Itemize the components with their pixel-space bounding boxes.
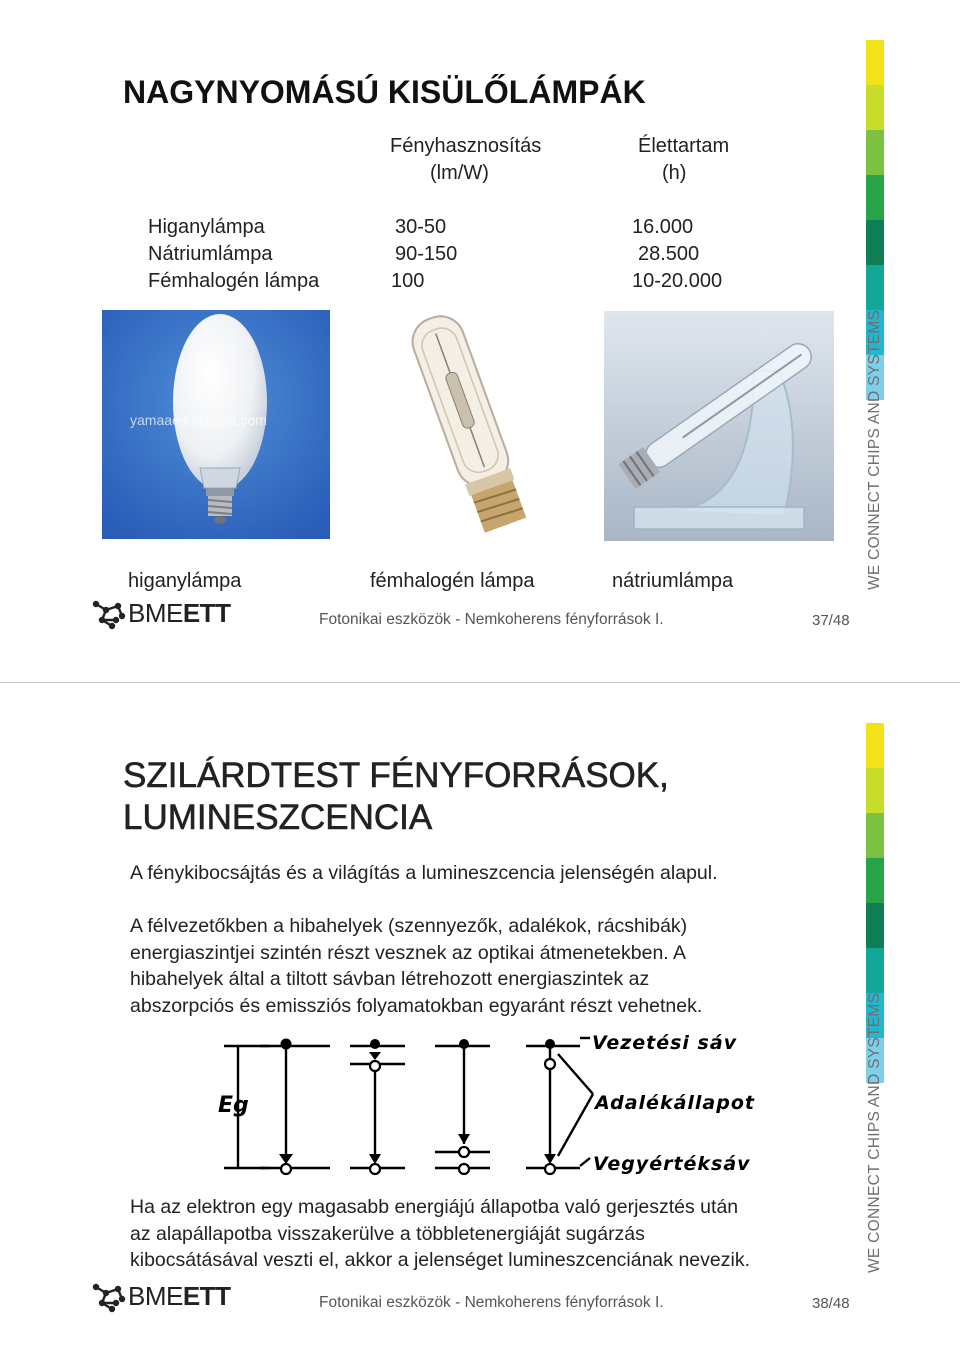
stripe-swatch (866, 768, 884, 813)
row-efficacy: 30-50 (395, 216, 447, 238)
footer-text: Fotonikai eszközök - Nemkoherens fényforrások I. (319, 611, 664, 628)
watermark-text: yamaaen.alibaba.com (130, 412, 267, 428)
valence-band-label: Vegyértéksáv (593, 1153, 751, 1175)
slide-title: NAGYNYOMÁSÚ KISÜLŐLÁMPÁK (123, 74, 646, 110)
intro-paragraph: A fénykibocsájtás és a világítás a lumineszcencia jelenségén alapul. (130, 862, 718, 884)
conduction-band-label: Vezetési sáv (592, 1032, 738, 1054)
brand-text: BMEETT (128, 598, 231, 628)
stripe-swatch (866, 220, 884, 265)
circuit-logo-icon (92, 1281, 128, 1315)
caption-metal-halide: fémhalogén lámpa (370, 570, 535, 592)
stripe-swatch (866, 40, 884, 85)
brand-text: BMEETT (128, 1281, 231, 1311)
eg-label: Eg (218, 1093, 249, 1118)
paragraph-line: A félvezetőkben a hibahelyek (szennyezők, adalékok, rácshibák) (130, 915, 688, 937)
slide-38: SZILÁRDTEST FÉNYFORRÁSOK, LUMINESZCENCIA A fénykibocsájtás és a világítás a lumineszcencia jelenségén alapul. A félvezetőkben a hibahelyek (szennyezők, adalékok, rácshibák) energiaszintjei szintén részt vesznek az optikai átmenetekben. A hibahelyek által a tiltott sávban létrehozott energiaszintek az abszorpciós és emissziós folyamatokban egyaránt részt vehetnek. Eg Vezetési sáv Adalékállapot Vegyértéksáv Ha az elektron egy magasabb energiájú állapotba való gerjesztés után az alapállapotba visszakerülve a többletenergiáját sugárzás kibocsátásával veszti el, akkor a jelenséget lumineszcenciának nevezik. BMEETT Fotonikai eszközök - Nemkoherens fényforrások I. 38/48 WE CONNECT CHIPS AND SYSTEMS (0, 683, 960, 1367)
mercury-lamp-photo (102, 310, 330, 539)
bmeett-logo (92, 598, 231, 637)
stripe-swatch (866, 175, 884, 220)
caption-sodium: nátriumlámpa (612, 570, 734, 592)
page-number: 38/48 (812, 1295, 850, 1312)
dopant-state-label: Adalékállapot (595, 1092, 755, 1114)
defects-paragraph (130, 913, 850, 1019)
slide-37: NAGYNYOMÁSÚ KISÜLŐLÁMPÁK Fényhasznosítás (lm/W) Élettartam (h) Higanylámpa 30-50 16.000 Nátriumlámpa 90-150 28.500 Fémhalogén lámpa 100 10-20.000 yamaaen.alibaba.com higanylámpa fémhalogén lámpa nátriumlámpa BMEETT Fotonikai eszközök - Nemkoherens fényforrások I. 37/48 WE CONNECT CHIPS AND SYSTEMS (0, 0, 960, 683)
row-lifetime: 10-20.000 (632, 270, 723, 292)
row-name: Fémhalogén lámpa (148, 270, 320, 292)
paragraph-line: energiaszintjei szintén részt vesznek az optikai átmenetekben. A (130, 941, 687, 964)
row-efficacy: 90-150 (395, 243, 458, 265)
row-name: Nátriumlámpa (148, 243, 273, 265)
row-efficacy: 100 (391, 270, 425, 292)
paragraph-line: kibocsátásával veszti el, akkor a jelenséget lumineszcenciának nevezik. (130, 1249, 750, 1271)
sodium-lamp-photo (604, 311, 834, 541)
luminescence-paragraph (130, 1194, 850, 1274)
stripe-swatch (866, 723, 884, 768)
slide-title-line1: SZILÁRDTEST FÉNYFORRÁSOK, (123, 756, 669, 795)
paragraph-line: hibahelyek által a tiltott sávban létrehozott energiaszintek az (130, 968, 650, 990)
metal-halide-lamp-photo (373, 310, 563, 540)
col-header-efficacy: Fényhasznosítás (390, 135, 542, 157)
stripe-swatch (866, 265, 884, 310)
paragraph-line: az alapállapotba visszakerülve a többletenergiáját sugárzás (130, 1222, 645, 1245)
paragraph-line: abszorpciós és emissziós folyamatokban egyaránt részt vehetnek. (130, 994, 703, 1017)
col-header-efficacy-unit: (lm/W) (430, 162, 489, 184)
stripe-swatch (866, 903, 884, 948)
col-header-lifetime-unit: (h) (662, 162, 687, 184)
footer-text: Fotonikai eszközök - Nemkoherens fényforrások I. (319, 1294, 664, 1311)
stripe-swatch (866, 85, 884, 130)
row-lifetime: 28.500 (638, 243, 700, 265)
stripe-swatch (866, 948, 884, 993)
stripe-swatch (866, 813, 884, 858)
row-name: Higanylámpa (148, 216, 265, 238)
page-number: 37/48 (812, 612, 850, 629)
bmeett-logo (92, 1281, 231, 1320)
circuit-logo-icon (92, 598, 128, 632)
row-lifetime: 16.000 (632, 216, 694, 238)
slide-title-line2: LUMINESZCENCIA (123, 798, 433, 837)
col-header-lifetime: Élettartam (638, 135, 730, 157)
paragraph-line: Ha az elektron egy magasabb energiájú állapotba való gerjesztés után (130, 1196, 739, 1218)
stripe-swatch (866, 858, 884, 903)
stripe-swatch (866, 130, 884, 175)
caption-mercury: higanylámpa (128, 570, 242, 592)
